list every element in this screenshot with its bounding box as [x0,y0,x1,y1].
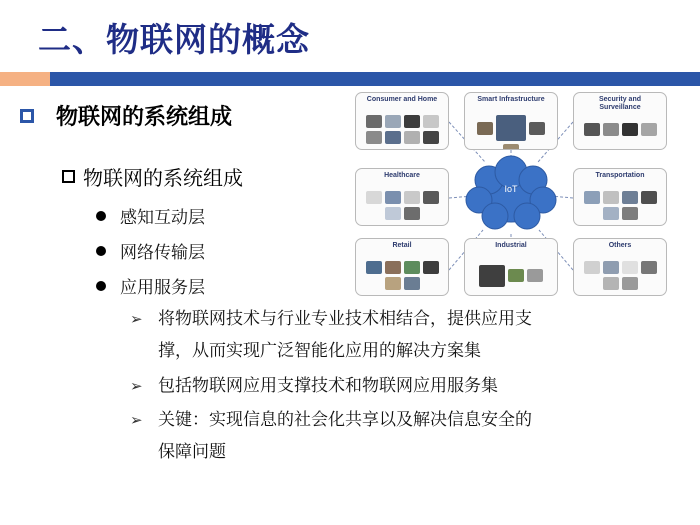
panel-others [573,238,667,296]
dot-bullet-icon [96,211,106,221]
hollow-square-bullet-icon [20,109,34,123]
detail-line: 关键：实现信息的社会化共享以及解决信息安全的 [158,410,532,430]
detail-line: 保障问题 [158,442,226,462]
panel-label: Transportation [595,172,645,179]
panel-consumer-home [355,92,449,150]
detail-item [130,370,600,402]
section-heading-row [20,100,232,131]
panel-smart-infrastructure [464,92,558,150]
chevron-right-icon: ➢ [130,377,143,395]
panel-images [361,261,443,290]
dot-bullet-icon [96,246,106,256]
layer-label: 网络传输层 [120,243,205,263]
panel-label: Security and Surveillance [598,96,641,111]
panel-security-surveillance [573,92,667,150]
detail-item [130,404,600,468]
iot-diagram [355,92,667,302]
layer-label: 感知互动层 [120,208,205,228]
iot-cloud-label: IoT [504,184,518,194]
panel-label: Healthcare [384,172,420,179]
layer-item [96,238,205,263]
subsection-heading-row [62,162,243,191]
panel-label: Consumer and Home [366,96,438,103]
panel-retail [355,238,449,296]
title-accent-bar-orange [0,72,50,86]
dot-bullet-icon [96,281,106,291]
layer-item [96,273,205,298]
section-heading: 物联网的系统组成 [56,105,233,130]
panel-images [361,191,443,220]
panel-images [470,261,552,290]
panel-images [579,191,661,220]
detail-line: 将物联网技术与行业专业技术相结合，提供应用支 [158,309,532,329]
panel-images [470,115,552,144]
panel-label: Retail [392,242,412,249]
detail-item [130,303,600,367]
panel-images [579,261,661,290]
detail-line: 撑，从而实现广泛智能化应用的解决方案集 [158,341,481,361]
chevron-right-icon: ➢ [130,411,143,429]
panel-images [361,115,443,144]
panel-label: Industrial [495,242,527,249]
layer-label: 应用服务层 [120,278,205,298]
slide-title: 二、物联网的概念 [38,20,310,59]
detail-line: 包括物联网应用支撑技术和物联网应用服务集 [158,376,498,396]
subsection-heading: 物联网的系统组成 [83,166,243,190]
panel-label: Others [608,242,632,249]
layer-item [96,203,205,228]
title-accent-bar-blue [50,72,700,86]
panel-transportation [573,168,667,226]
panel-healthcare [355,168,449,226]
chevron-right-icon: ➢ [130,310,143,328]
panel-industrial [464,238,558,296]
hollow-square-bullet-icon [62,170,75,183]
panel-images [579,115,661,144]
panel-label: Smart Infrastructure [477,96,545,103]
